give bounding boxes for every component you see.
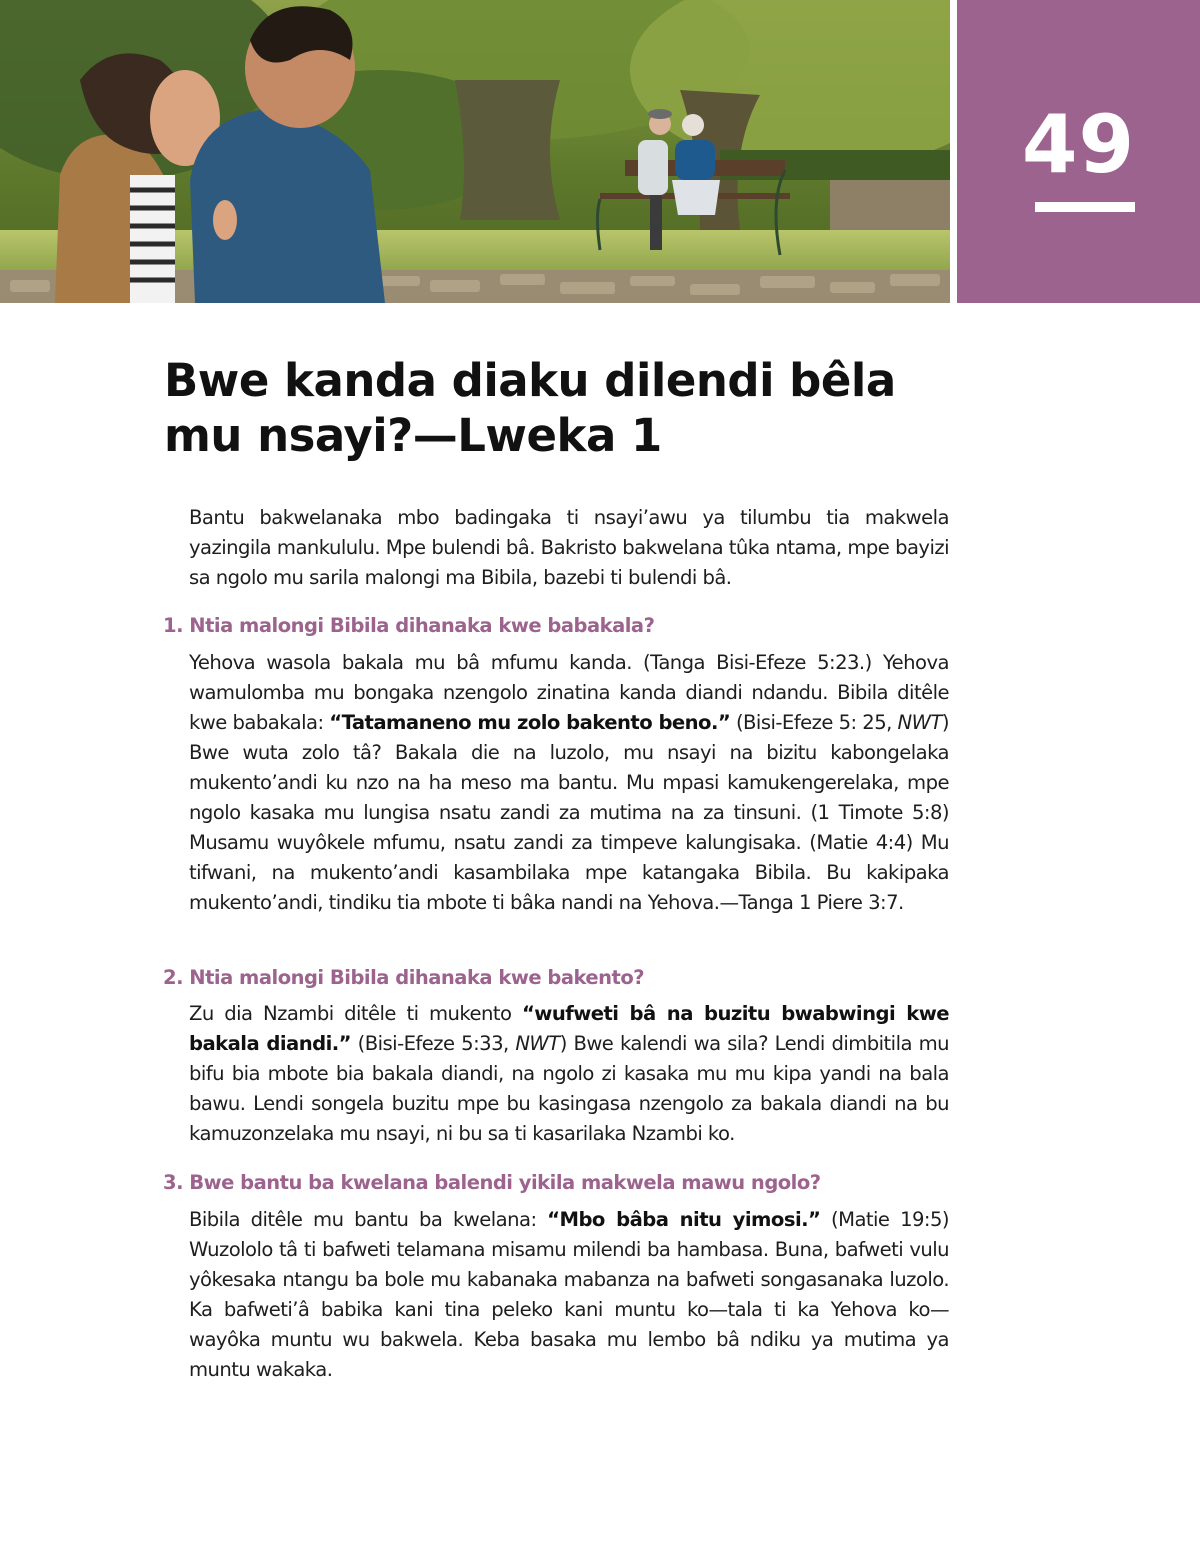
section-1-text-a: Yehova wasola bakala mu bâ mfumu kanda. (Tanga Bisi-Efeze 5:23.) Yehova wamulomba mu bongaka nzengolo zinatina kanda diandi ndandu. Bibila ditêle kwe babakala: [189, 651, 949, 734]
header-photo [0, 0, 950, 303]
section-3-text-b: (Matie 19:5) Wuzololo tâ ti bafweti telamana misamu milendi ba hambasa. Buna, bafweti vulu yôkesaka ntangu ba bole mu kabanaka mabanza na bafweti songasanaka luzolo. Ka bafweti’â babika kani tina peleko kani muntu ko—tala ti ka Yehova ko—wayôka muntu wu bakwela. Keba basaka mu lembo bâ ndiku ya mutima ya muntu wakaka. [189, 1208, 949, 1381]
section-3-paragraph [189, 1205, 949, 1385]
section-1-question: 1. Ntia malongi Bibila dihanaka kwe babakala? [163, 614, 655, 637]
section-2-translation-abbrev: NWT [515, 1032, 560, 1055]
section-2-text-b: (Bisi-Efeze 5:33, [350, 1032, 516, 1055]
lesson-number-badge [957, 0, 1200, 303]
section-3-scripture-quote: “Mbo bâba nitu yimosi.” [547, 1208, 821, 1231]
lesson-number-underline [1035, 202, 1135, 212]
section-2-scripture-quote: “wufweti bâ na buzitu bwabwingi kwe bakala diandi.” [189, 1002, 949, 1055]
page-title-line1: Bwe kanda diaku dilendi bêla [164, 354, 896, 407]
intro-paragraph: Bantu bakwelanaka mbo badingaka ti nsayi’awu ya tilumbu tia makwela yazingila mankululu. Mpe bulendi bâ. Bakristo bakwelana tûka ntama, mpe bayizi sa ngolo mu sarila malongi ma Bibila, bazebi ti bulendi bâ. [189, 506, 949, 589]
section-2-text-a: Zu dia Nzambi ditêle ti mukento [189, 1002, 522, 1025]
lesson-number: 49 [1021, 98, 1136, 191]
page-title-line2: mu nsayi?—Lweka 1 [164, 409, 662, 462]
section-2-text-c: ) Bwe kalendi wa sila? Lendi dimbitila mu bifu bia mbote bia bakala diandi, na ngolo zi kasaka mu mu kipa yandi na bala bawu. Lendi songela buzitu mpe bu kasingasa nzengolo za bakala diandi na bu kamuzonzelaka mu nsayi, ni bu sa ti kasarilaka Nzambi ko. [189, 1032, 949, 1145]
section-1-translation-abbrev: NWT [897, 711, 942, 734]
section-1-paragraph [189, 648, 949, 918]
section-1-text-b: (Bisi-Efeze 5: 25, [730, 711, 898, 734]
park-couple-illustration [0, 0, 950, 303]
section-2-question: 2. Ntia malongi Bibila dihanaka kwe bakento? [163, 966, 645, 989]
section-2-paragraph [189, 999, 949, 1149]
section-1-scripture-quote: “Tatamaneno mu zolo bakento beno.” [329, 711, 731, 734]
page-title [164, 353, 924, 463]
section-3-question: 3. Bwe bantu ba kwelana balendi yikila makwela mawu ngolo? [163, 1171, 821, 1194]
section-3-text-a: Bibila ditêle mu bantu ba kwelana: [189, 1208, 548, 1231]
section-1-text-c: ) Bwe wuta zolo tâ? Bakala die na luzolo, mu nsayi na bizitu kabongelaka mukento’andi ku nzo na ha meso ma bantu. Mu mpasi kamukengerelaka, mpe ngolo kasaka mu lungisa nsatu zandi za mutima na za tinsuni. (1 Timote 5:8) Musamu wuyôkele mfumu, nsatu zandi za timpeve kalungisaka. (Matie 4:4) Mu tifwani, na mukento’andi kasambilaka mpe katangaka Bibila. Bu kakipaka mukento’andi, tindiku tia mbote ti bâka nandi na Yehova.—Tanga 1 Piere 3:7. [189, 711, 949, 914]
